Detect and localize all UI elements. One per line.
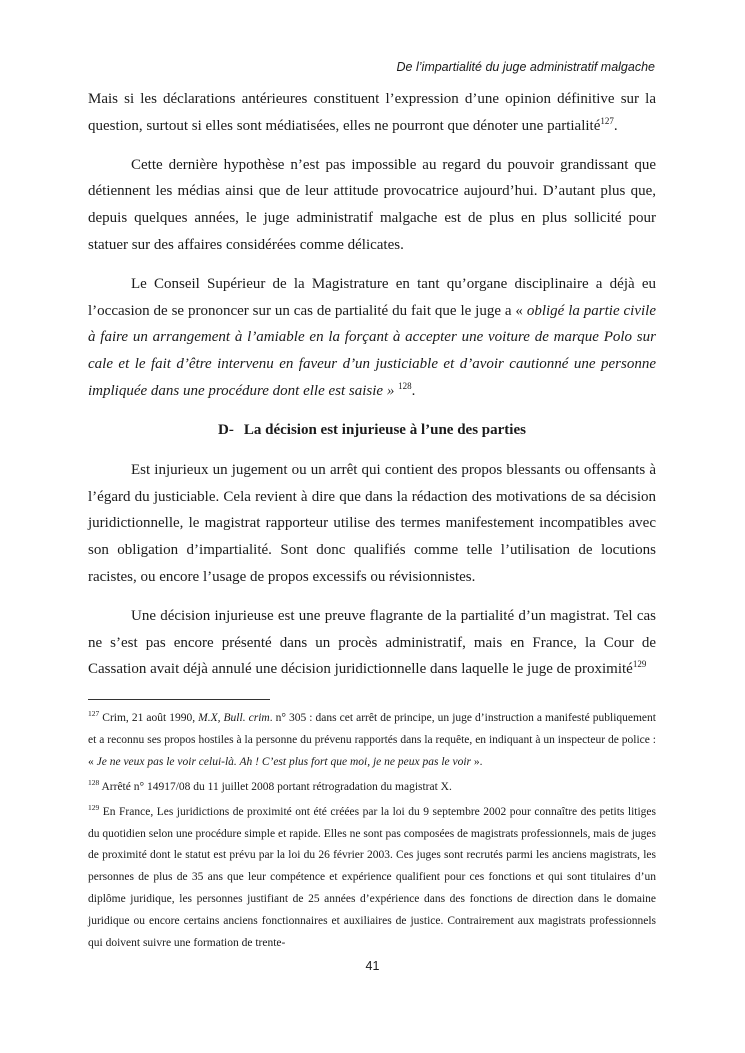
footnote-text: Arrêté n° 14917/08 du 11 juillet 2008 portant rétrogradation du magistrat X. (99, 780, 452, 793)
paragraph-1 (88, 86, 656, 140)
paragraph-3-quote: obligé la partie civile à faire un arrangement à l’amiable en la forçant à accepter une voiture de marque Polo sur cale et le fait d’être intervenu en faveur d’un justiciable et d’avoir cautionné une personne impliquée dans une procédure dont elle est saisie » (88, 302, 656, 399)
body-text (88, 86, 656, 695)
footnote-ref-129[interactable]: 129 (632, 659, 647, 670)
footnote-quote: Je ne veux pas le voir celui-là. Ah ! C’est plus fort que moi, je ne peux pas le voir (96, 755, 472, 768)
footnote-text: . n° 305 : dans cet arrêt de principe, un juge d’instruction a manifesté publiquement et a reconnu ses propos hostiles à la personne du prévenu rapportés dans la requête, en indiquant à un inspecteur de police : « (88, 712, 656, 768)
paragraph-2: Cette dernière hypothèse n’est pas impossible au regard du pouvoir grandissant que détiennent les médias ainsi que de leur attitude provocatrice aujourd’hui. D’autant plus que, depuis quelques années, le juge administratif malgache est de plus en plus sollicité pour statuer sur des affaires considérées comme délicates. (88, 156, 656, 253)
footnote-number: 129 (88, 802, 100, 812)
footnote-129 (88, 802, 656, 955)
footnote-ref-127[interactable]: 127 (600, 115, 614, 126)
footnote-number: 127 (88, 709, 100, 719)
footnote-text: En France, Les juridictions de proximité ont été créées par la loi du 9 septembre 2002 pour connaître des petits litiges du quotidien selon une procédure simple et rapide. Elles ne sont pas composées de magistrats professionnels, mais de juges de proximité dont le statut est prévu par la loi du 26 février 2003. Ces juges sont recrutés parmi les anciens magistrats, les personnes de plus de 35 ans que leur compétence et expérience qualifient pour ces fonctions et qui sont titulaires d’un diplôme juridique, les personnes justifiant de 25 années d’expérience dans des fonctions de direction dans le domaine juridique ou encore certains anciens fonctionnaires et auxiliaires de justice. Contrairement aux magistrats professionnels qui doivent suivre une formation de trente- (88, 805, 656, 950)
section-heading-title: La décision est injurieuse à l’une des parties (243, 421, 526, 438)
paragraph-3 (88, 271, 656, 405)
paragraph-4: Est injurieux un jugement ou un arrêt qui contient des propos blessants ou offensants à l’égard du justiciable. Cela revient à dire que dans la rédaction des motivations de sa décision juridictionnelle, le magistrat rapporteur utilise des termes manifestement incompatibles avec son obligation d’impartialité. Sont donc qualifiés comme telle l’utilisation de locutions racistes, ou encore l’usage de propos excessifs ou révisionnistes. (88, 461, 656, 585)
section-heading (88, 417, 656, 443)
paragraph-3-end: . (411, 382, 416, 399)
paragraph-5-text: Une décision injurieuse est une preuve flagrante de la partialité d’un magistrat. Tel cas ne s’est pas encore présenté dans un procès administratif, mais en France, la Cour de Cassation avait déjà annulé une décision juridictionnelle dans laquelle le juge de proximité (88, 607, 656, 678)
footnotes (88, 708, 656, 958)
footnote-text: Crim, 21 août 1990, (99, 712, 199, 724)
paragraph-1-end: . (613, 117, 618, 134)
footnote-number: 128 (88, 777, 100, 787)
footnote-separator (88, 699, 270, 700)
footnote-text: ». (471, 755, 483, 768)
paragraph-5 (88, 603, 656, 683)
footnote-ref-128[interactable]: 128 (398, 380, 412, 391)
paragraph-1-text: Mais si les déclarations antérieures constituent l’expression d’une opinion définitive sur la question, surtout si elles sont médiatisées, elles ne pourront que dénoter une partialité (88, 91, 656, 134)
footnote-case-name: M.X, Bull. crim (198, 712, 270, 724)
running-header: De l’impartialité du juge administratif malgache (396, 60, 655, 74)
footnote-127 (88, 708, 656, 774)
paragraph-3-text: Le Conseil Supérieur de la Magistrature en tant qu’organe disciplinaire a déjà eu l’occasion de se prononcer sur un cas de partialité du fait que le juge a « (88, 275, 656, 319)
section-heading-number: D- (218, 421, 234, 438)
footnote-128 (88, 777, 656, 799)
page-number: 41 (365, 959, 380, 973)
